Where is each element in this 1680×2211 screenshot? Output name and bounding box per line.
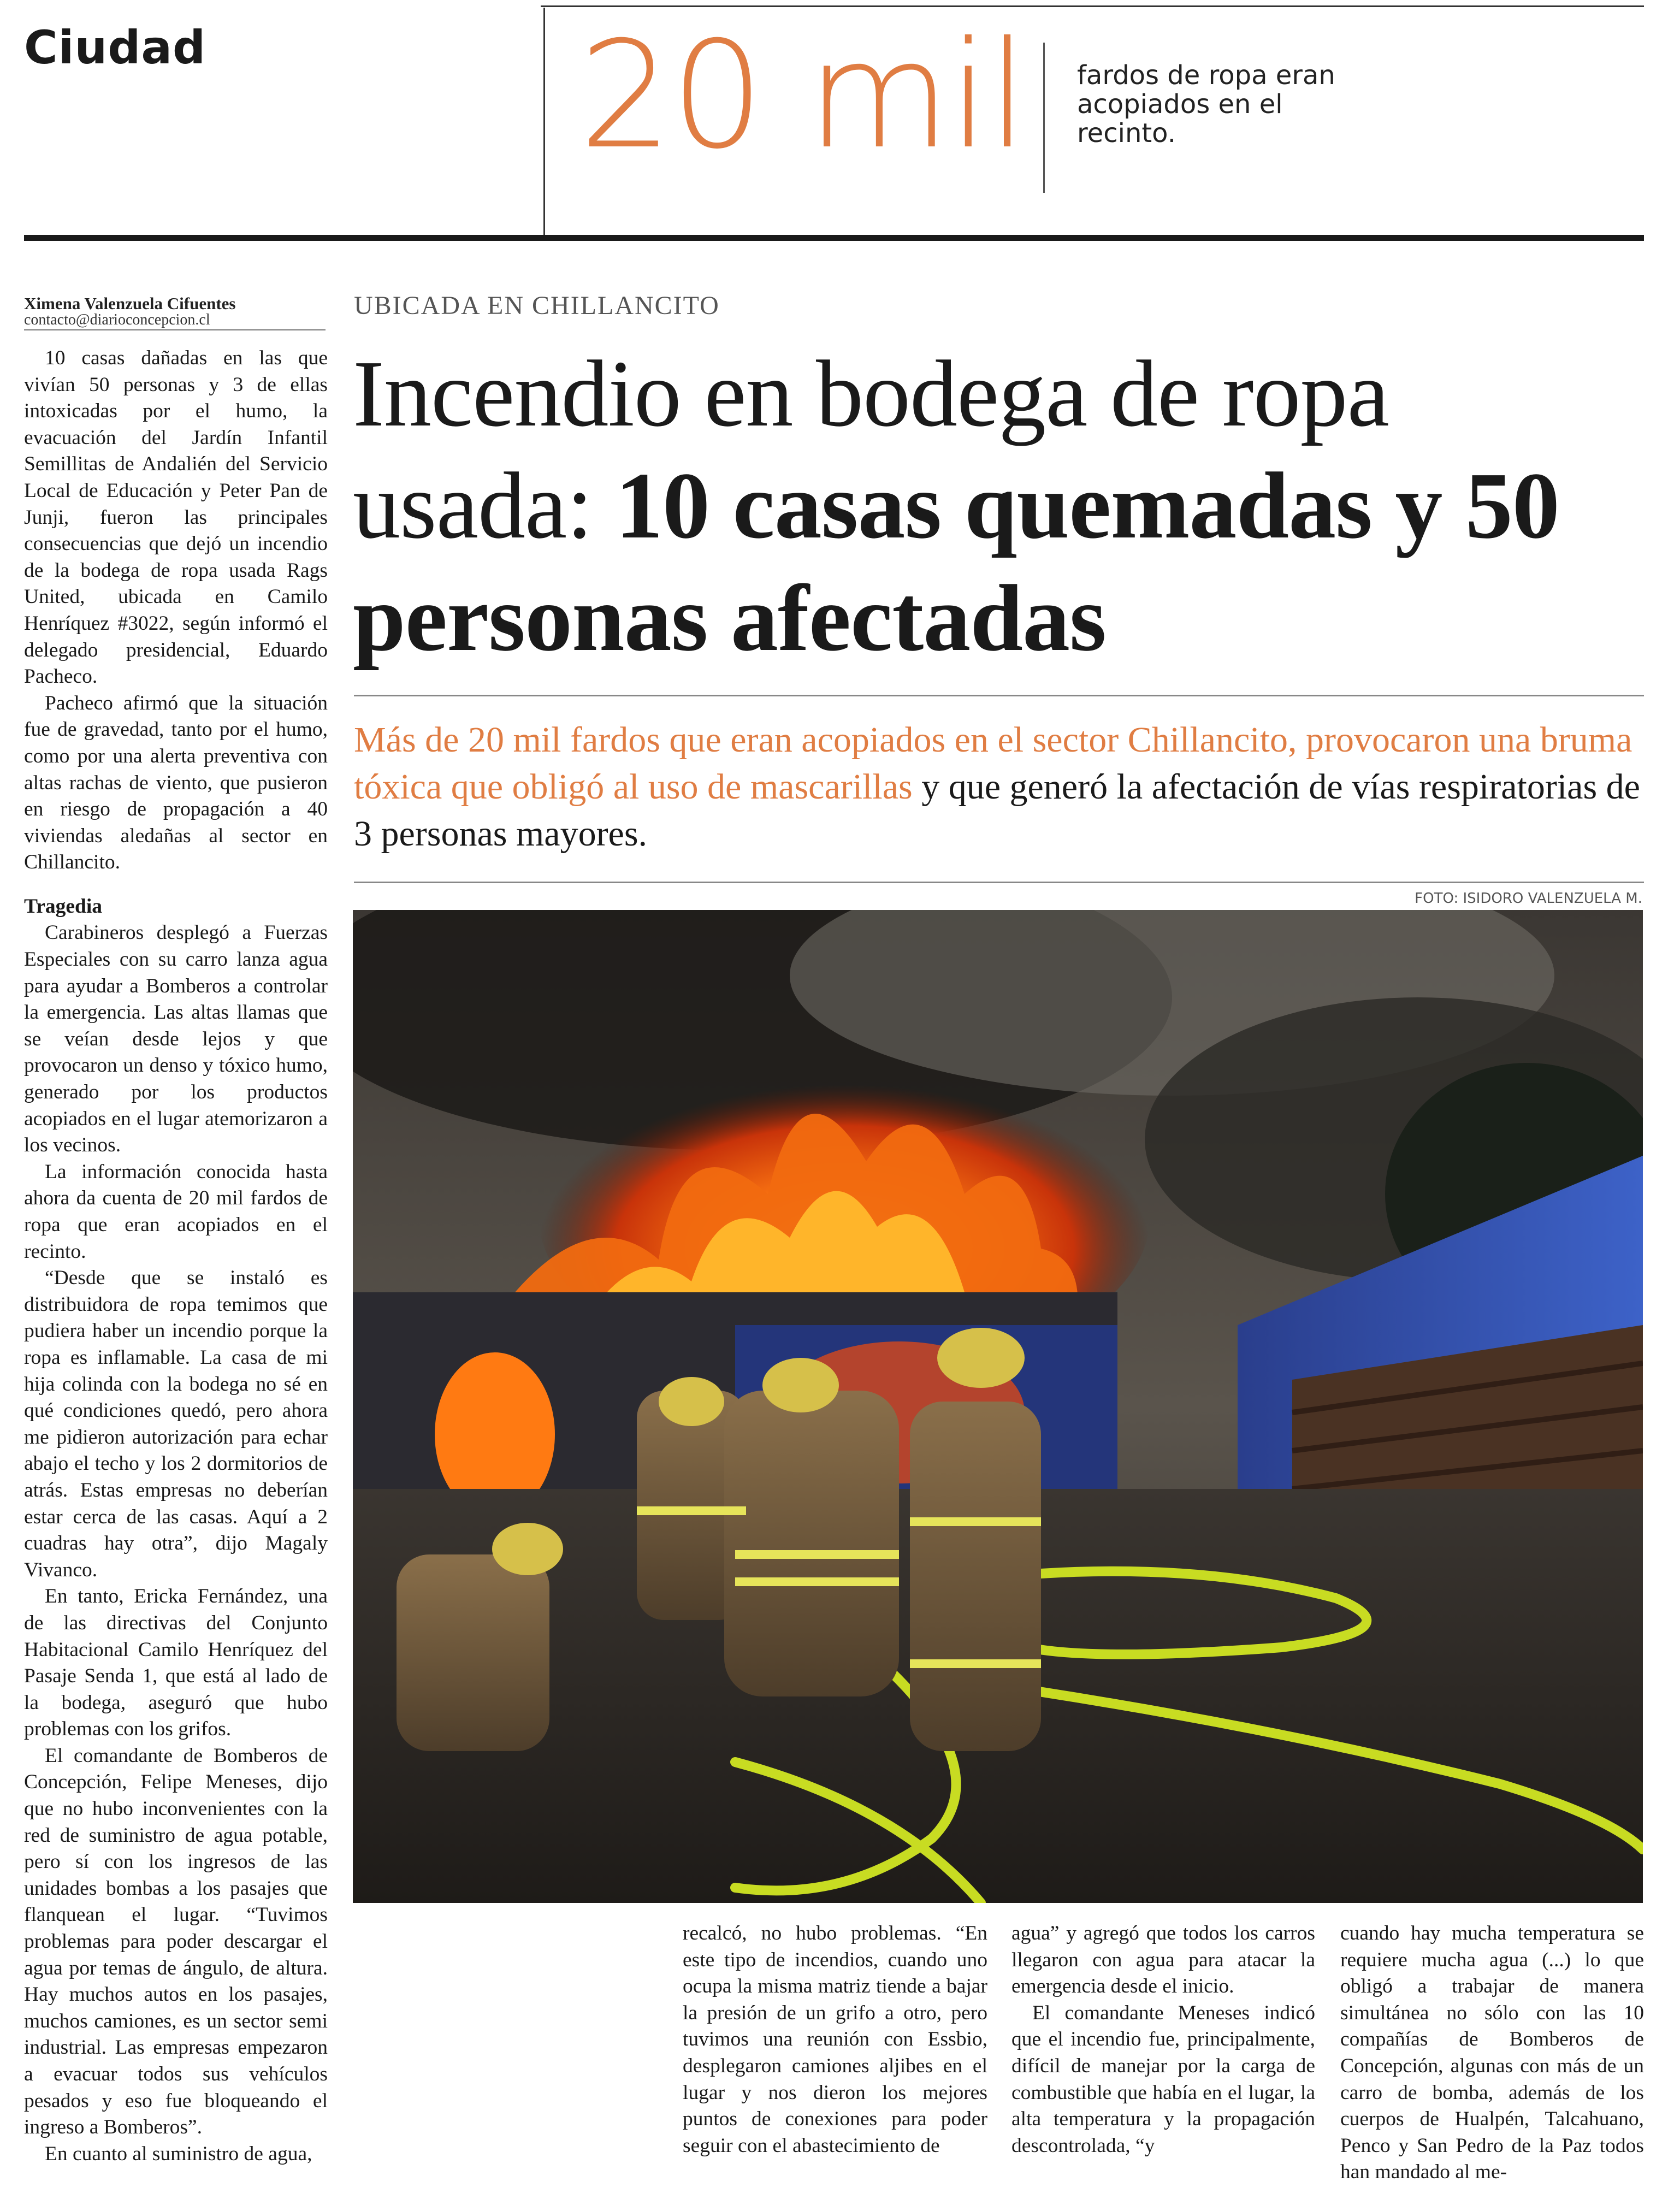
byline-rule: [24, 329, 326, 330]
article-column-1: [24, 345, 328, 2167]
deck-rule: [354, 695, 1644, 696]
byline-email: contacto@diarioconcepcion.cl: [24, 311, 210, 328]
article-column-3: [1011, 1920, 1315, 2159]
photo-rule: [354, 882, 1644, 883]
paragraph: agua” y agregó que todos los carros llegaron con agua para atacar la emergencia desde el inicio.: [1011, 1922, 1315, 1998]
article-column-2: [683, 1920, 987, 2159]
paragraph: Carabineros desplegó a Fuerzas Especiales con su carro lanza agua para ayudar a Bomberos a controlar la emergencia. Las altas llamas que se veían desde lejos y que provocaron un denso y tóxico humo, generado por los productos acopiados en el lugar atemorizaron a los vecinos.: [24, 921, 328, 1157]
paragraph: En cuanto al suministro de agua,: [45, 2142, 312, 2165]
paragraph: El comandante de Bomberos de Concepción, Felipe Meneses, dijo que no hubo inconvenientes con la red de suministro de agua potable, pero sí con los ingresos de las unidades bombas a los pasajes que flanquean el lugar. “Tuvimos problemas para poder descargar el agua por temas de ángulo, de altura. Hay muchos autos en los pasajes, muchos camiones, es un sector semi industrial. Las empresas empezaron a evacuar todos sus vehículos pesados y eso fue bloqueando el ingreso a Bomberos”.: [24, 1744, 328, 2139]
headline-light: Incendio en bodega de ropa usada:: [353, 341, 1389, 559]
top-rule: [541, 5, 1644, 7]
header-divider: [543, 8, 545, 237]
article-column-4: [1340, 1920, 1644, 2186]
paragraph: Pacheco afirmó que la situación fue de gravedad, tanto por el humo, como por una alerta preventiva con altas rachas de viento, que pusieron en riesgo de propagación a 40 viviendas aledañas al sector en Chillancito.: [24, 691, 328, 874]
paragraph: “Desde que se instaló es distribuidora de ropa temimos que pudiera haber un incendio porque la ropa es inflamable. La casa de mi hija colinda con la bodega no sé en qué condiciones quedó, pero ahora me pidieron autorización para echar abajo el techo y los 2 dormitorios de atrás. Estas empresas no deberían estar cerca de las casas. Aquí a 2 cuadras hay otra”, dijo Magaly Vivanco.: [24, 1267, 328, 1581]
paragraph: El comandante Meneses indicó que el incendio fue, principalmente, difícil de manejar por la carga de combustible que había en el lugar, la alta temperatura y la propagación descontrolada, “y: [1011, 2001, 1315, 2157]
section-title: Ciudad: [24, 21, 206, 74]
paragraph: cuando hay mucha temperatura se requiere mucha agua (...) lo que obligó a trabajar de manera simultánea no sólo con las 10 compañías de Bomberos de Concepción, algunas con más de un carro de bomba, además de los cuerpos de Hualpén, Talcahuano, Penco y San Pedro de la Paz todos han mandado al me-: [1340, 1922, 1644, 2184]
deck: [354, 717, 1648, 857]
deck-rest: y que generó la afectación de vías respiratorias de 3 personas mayores.: [354, 766, 1640, 854]
header-rule: [24, 235, 1644, 241]
headline: [353, 338, 1642, 674]
subhead: Tragedia: [24, 895, 103, 918]
byline-author: Ximena Valenzuela Cifuentes: [24, 294, 236, 313]
fact-text: fardos de ropa eran acopiados en el recinto.: [1077, 60, 1335, 149]
fact-divider: [1043, 43, 1045, 193]
paragraph: La información conocida hasta ahora da cuenta de 20 mil fardos de ropa que eran acopiados en el recinto.: [24, 1160, 328, 1263]
paragraph: 10 casas dañadas en las que vivían 50 personas y 3 de ellas intoxicadas por el humo, la evacuación del Jardín Infantil Semillitas de Andalién del Servicio Local de Educación y Peter Pan de Junji, fueron las principales consecuencias que dejó un incendio de la bodega de ropa usada Rags United, ubicada en Camilo Henríquez #3022, según informó el delegado presidencial, Eduardo Pacheco.: [24, 347, 328, 688]
paragraph: En tanto, Ericka Fernández, una de las directivas del Conjunto Habitacional Camilo Henríquez del Pasaje Senda 1, que está al lado de la bodega, aseguró que hubo problemas con los grifos.: [24, 1585, 328, 1741]
big-number: 20 mil: [579, 9, 1026, 181]
deck-highlight: Más de 20 mil fardos que eran acopiados en el sector Chillancito, provocaron una bruma tóxica que obligó al uso de mascarillas: [354, 720, 1632, 807]
fire-photo: [353, 910, 1643, 1903]
paragraph: recalcó, no hubo problemas. “En este tipo de incendios, cuando uno ocupa la misma matriz tiende a bajar la presión de un grifo a otro, pero tuvimos una reunión con Essbio, desplegaron camiones aljibes en el lugar y nos dieron los mejores puntos de conexiones para poder seguir con el abastecimiento de: [683, 1922, 987, 2157]
kicker: UBICADA EN CHILLANCITO: [354, 291, 720, 320]
headline-bold: 10 casas quemadas y 50 personas afectadas: [353, 453, 1559, 671]
photo-credit: FOTO: ISIDORO VALENZUELA M.: [1415, 890, 1642, 907]
